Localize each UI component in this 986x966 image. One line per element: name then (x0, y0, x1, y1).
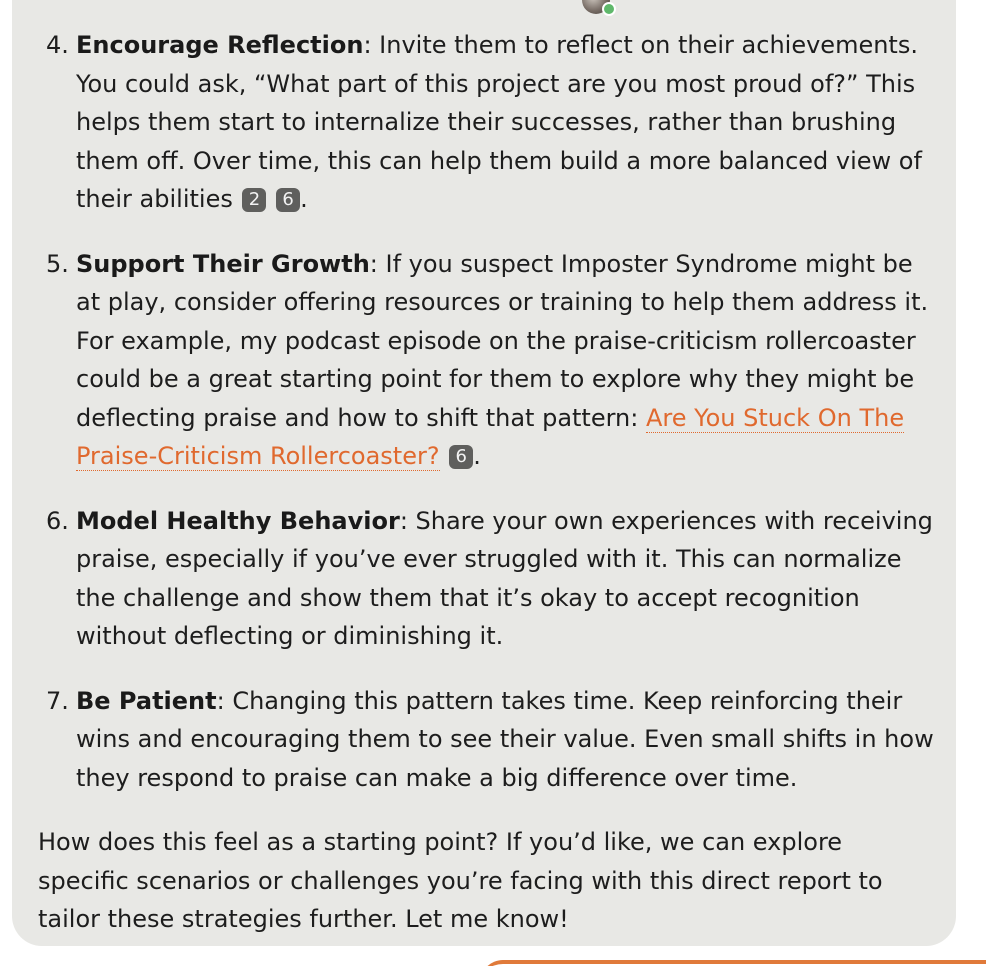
citation-badge[interactable]: 6 (449, 445, 473, 469)
item-text: : If you suspect Imposter Syndrome might be at play, consider offering resources or training to help them address it. For example, my podcast episode on the praise-criticism rollercoaster could be a great starting point for them to explore why they might be deflecting praise and how to shift that pattern: (76, 249, 929, 432)
podcast-episode-link[interactable]: Are You Stuck On The Praise-Criticism Rollercoaster? (76, 403, 905, 470)
item-text: : Share your own experiences with receiving praise, especially if you’ve ever struggled with it. This can normalize the challenge and show them that it’s okay to accept recognition without deflecting or diminishing it. (76, 506, 933, 650)
list-item (38, 502, 938, 656)
list-item (38, 682, 938, 798)
item-title: Encourage Reflection (76, 31, 364, 59)
item-title: Support Their Growth (76, 249, 370, 278)
item-number: 6. (46, 506, 69, 535)
online-status-icon (602, 2, 616, 16)
item-text: : Invite them to reflect on their achievements. You could ask, “What part of this project are you most proud of?” This helps them start to internalize their successes, rather than brushing them off. Over time, this can help them build a more balanced view of their abilities (76, 31, 922, 213)
item-number: 4. (46, 31, 69, 59)
item-title: Be Patient (76, 686, 217, 715)
item-number: 5. (46, 249, 69, 278)
item-number: 7. (46, 686, 69, 715)
message-content (38, 26, 938, 939)
citation-badge[interactable]: 6 (276, 188, 300, 212)
item-trail: . (300, 185, 308, 213)
message-author (582, 0, 610, 14)
citation-badge[interactable]: 2 (242, 188, 266, 212)
item-text: : Changing this pattern takes time. Keep reinforcing their wins and encouraging them to see their value. Even small shifts in how they respond to praise can make a big difference over time. (76, 686, 934, 792)
list-item (38, 245, 938, 476)
avatar[interactable] (582, 0, 610, 14)
list-item (38, 26, 938, 219)
input-box-edge[interactable] (480, 960, 986, 966)
item-title: Model Healthy Behavior (76, 506, 400, 535)
closing-paragraph: How does this feel as a starting point? If you’d like, we can explore specific scenarios or challenges you’re facing with this direct report to tailor these strategies further. Let me know! (38, 828, 883, 933)
strategy-list (38, 26, 938, 797)
item-trail: . (473, 442, 481, 470)
